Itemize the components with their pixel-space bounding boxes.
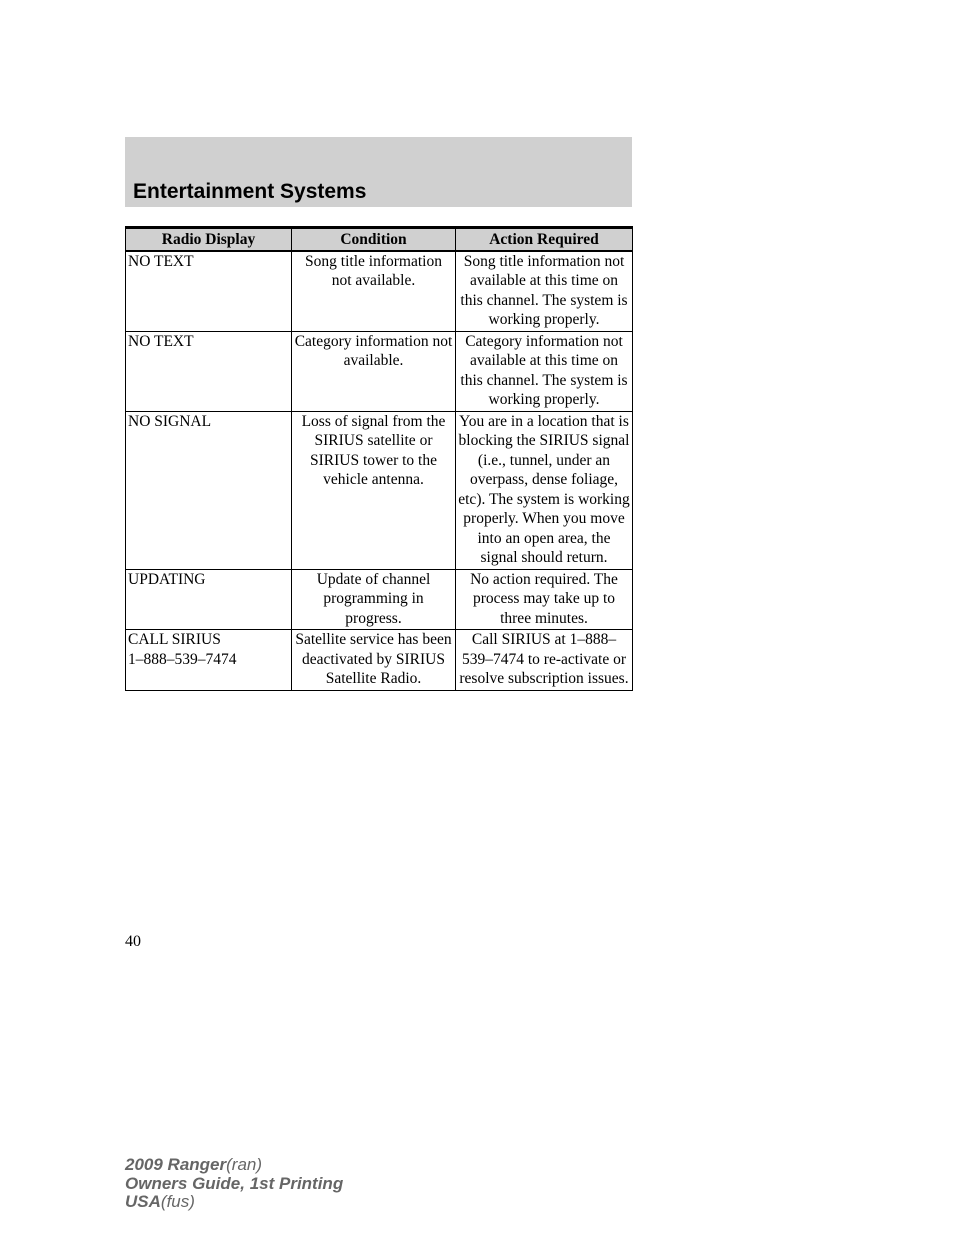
page-number: 40 xyxy=(125,933,141,950)
sirius-radio-display-table xyxy=(125,226,633,691)
condition-cell: Update of channel programming in progress. xyxy=(292,569,456,630)
column-header-radio-display: Radio Display xyxy=(126,228,292,251)
footer-guide: Owners Guide, 1st Printing xyxy=(125,1173,344,1193)
table-row xyxy=(126,251,633,332)
radio-display-cell: UPDATING xyxy=(126,569,292,630)
radio-display-cell: NO TEXT xyxy=(126,251,292,332)
action-cell: You are in a location that is blocking the SIRIUS signal (i.e., tunnel, under an overpass, dense foliage, etc). The system is working properly. When you move into an open area, the signal should return. xyxy=(456,411,633,569)
condition-cell: Satellite service has been deactivated by SIRIUS Satellite Radio. xyxy=(292,630,456,691)
table-row xyxy=(126,331,633,411)
radio-display-cell: NO TEXT xyxy=(126,331,292,411)
condition-cell: Song title information not available. xyxy=(292,251,456,332)
radio-display-cell: NO SIGNAL xyxy=(126,411,292,569)
footer-market-code: (fus) xyxy=(160,1192,195,1211)
footer-market-line xyxy=(125,1193,343,1212)
action-cell: Song title information not available at this time on this channel. The system is working properly. xyxy=(456,251,633,332)
footer-market: USA xyxy=(125,1192,161,1211)
table-row xyxy=(126,630,633,691)
section-title: Entertainment Systems xyxy=(133,180,367,203)
condition-cell: Loss of signal from the SIRIUS satellite or SIRIUS tower to the vehicle antenna. xyxy=(292,411,456,569)
document-footer xyxy=(125,1156,343,1212)
action-cell: Category information not available at this time on this channel. The system is working properly. xyxy=(456,331,633,411)
column-header-action-required: Action Required xyxy=(456,228,633,251)
condition-cell: Category information not available. xyxy=(292,331,456,411)
footer-model-line xyxy=(125,1156,343,1175)
table-header-row xyxy=(126,228,633,251)
footer-model: 2009 Ranger xyxy=(125,1155,227,1174)
action-cell: Call SIRIUS at 1–888–539–7474 to re-activate or resolve subscription issues. xyxy=(456,630,633,691)
section-header xyxy=(125,137,632,207)
column-header-condition: Condition xyxy=(292,228,456,251)
table-row xyxy=(126,569,633,630)
footer-guide-line xyxy=(125,1175,343,1194)
action-cell: No action required. The process may take up to three minutes. xyxy=(456,569,633,630)
table-row xyxy=(126,411,633,569)
footer-model-code: (ran) xyxy=(226,1155,263,1174)
radio-display-cell: CALL SIRIUS 1–888–539–7474 xyxy=(126,630,292,691)
